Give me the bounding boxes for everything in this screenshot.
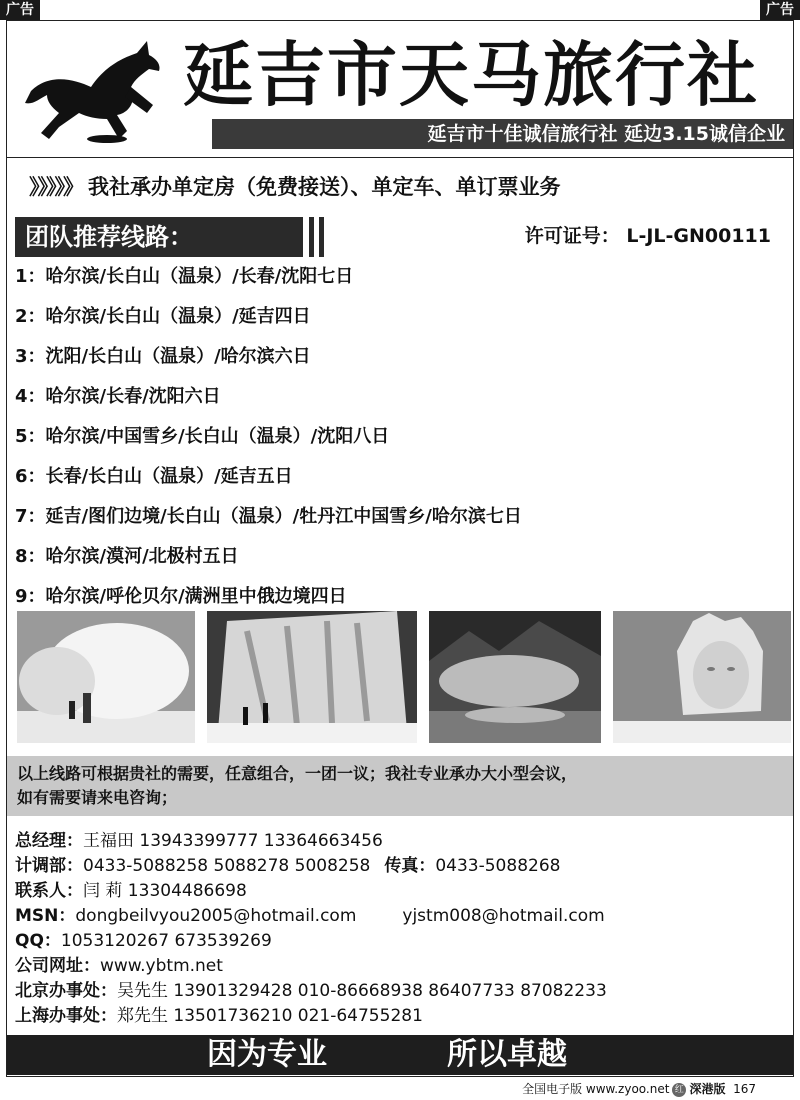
chevrons-right-icon: 》》》》》 (29, 175, 82, 199)
contact-list (15, 829, 607, 1029)
route-item: 9：哈尔滨/呼伦贝尔/满洲里中俄边境四日 (15, 586, 347, 607)
agency-subtitle: 延吉市十佳诚信旅行社 延边3.15诚信企业 (212, 119, 793, 149)
motto-part: 所以卓越 (447, 1037, 567, 1072)
contact-label: 公司网址： (15, 956, 100, 976)
edition-badge-icon: 红 (672, 1083, 686, 1097)
contact-value: yjstm008@hotmail.com (402, 906, 605, 926)
contact-label: QQ： (15, 931, 61, 951)
contact-label: 传真： (384, 856, 436, 876)
contact-value: 郑先生 13501736210 021-64755281 (117, 1006, 423, 1026)
contact-value: dongbeilvyou2005@hotmail.com (75, 906, 357, 926)
photo-strip (17, 611, 791, 743)
ad-tag-right: 广告 (760, 0, 800, 20)
snow-sculpture-photo (613, 611, 791, 743)
contact-qq (15, 929, 607, 954)
motto-part: 因为专业 (207, 1037, 327, 1072)
route-item: 2：哈尔滨/长白山（温泉）/延吉四日 (15, 306, 311, 327)
contact-value: 吴先生 13901329428 010-86668938 86407733 87082233 (117, 981, 607, 1001)
service-text: 我社承办单定房（免费接送）、单定车、单订票业务 (88, 175, 561, 199)
contact-manager (15, 829, 607, 854)
advertisement-frame (6, 20, 794, 1077)
contact-website (15, 954, 607, 979)
contact-value: 0433-5088268 (435, 856, 561, 876)
route-item: 5：哈尔滨/中国雪乡/长白山（温泉）/沈阳八日 (15, 426, 390, 447)
contact-value: 0433-5088258 5088278 5008258 (83, 856, 371, 876)
route-item: 6：长春/长白山（温泉）/延吉五日 (15, 466, 293, 487)
contact-label: 北京办事处： (15, 981, 117, 1001)
route-list (15, 257, 522, 617)
page-footer (522, 1080, 756, 1097)
frosted-trees-photo (17, 611, 195, 743)
contact-person (15, 879, 607, 904)
notice-line: 如有需要请来电咨询； (17, 788, 178, 807)
notice-box (7, 756, 793, 816)
routes-heading: 团队推荐线路： (15, 217, 303, 257)
contact-value: 1053120267 673539269 (60, 931, 272, 951)
contact-value: 王福田 13943399777 13364663456 (83, 831, 383, 851)
frozen-waterfall-photo (207, 611, 417, 743)
service-line (29, 171, 561, 201)
route-item: 3：沈阳/长白山（温泉）/哈尔滨六日 (15, 346, 311, 367)
galloping-horse-icon (19, 35, 169, 145)
heading-bars-decoration (309, 217, 325, 257)
contact-value: 闫 莉 13304486698 (83, 881, 247, 901)
route-item: 7：延吉/图们边境/长白山（温泉）/牡丹江中国雪乡/哈尔滨七日 (15, 506, 522, 527)
contact-msn (15, 904, 607, 929)
contact-label: 总经理： (15, 831, 83, 851)
hot-spring-photo (429, 611, 601, 743)
motto-bar (7, 1035, 793, 1075)
contact-shanghai-office (15, 1004, 607, 1029)
notice-line: 以上线路可根据贵社的需要，任意组合，一团一议；我社专业承办大小型会议， (17, 764, 578, 783)
license-number: 许可证号： L-JL-GN00111 (524, 225, 771, 247)
contact-label: 联系人： (15, 881, 83, 901)
route-item: 1：哈尔滨/长白山（温泉）/长春/沈阳七日 (15, 266, 354, 287)
agency-name: 延吉市天马旅行社 (183, 34, 759, 116)
contact-beijing-office (15, 979, 607, 1004)
ad-tag-left: 广告 (0, 0, 40, 20)
route-item: 4：哈尔滨/长春/沈阳六日 (15, 386, 221, 407)
contact-label: MSN： (15, 906, 76, 926)
contact-label: 计调部： (15, 856, 83, 876)
edition-text: 全国电子版 www.zyoo.net (522, 1082, 670, 1096)
page-number: 167 (733, 1082, 756, 1096)
edition-name: 深港版 (689, 1082, 726, 1096)
route-item: 8：哈尔滨/漠河/北极村五日 (15, 546, 239, 567)
contact-label: 上海办事处： (15, 1006, 117, 1026)
header (7, 21, 793, 158)
contact-value: www.ybtm.net (100, 956, 223, 976)
contact-dispatch (15, 854, 607, 879)
